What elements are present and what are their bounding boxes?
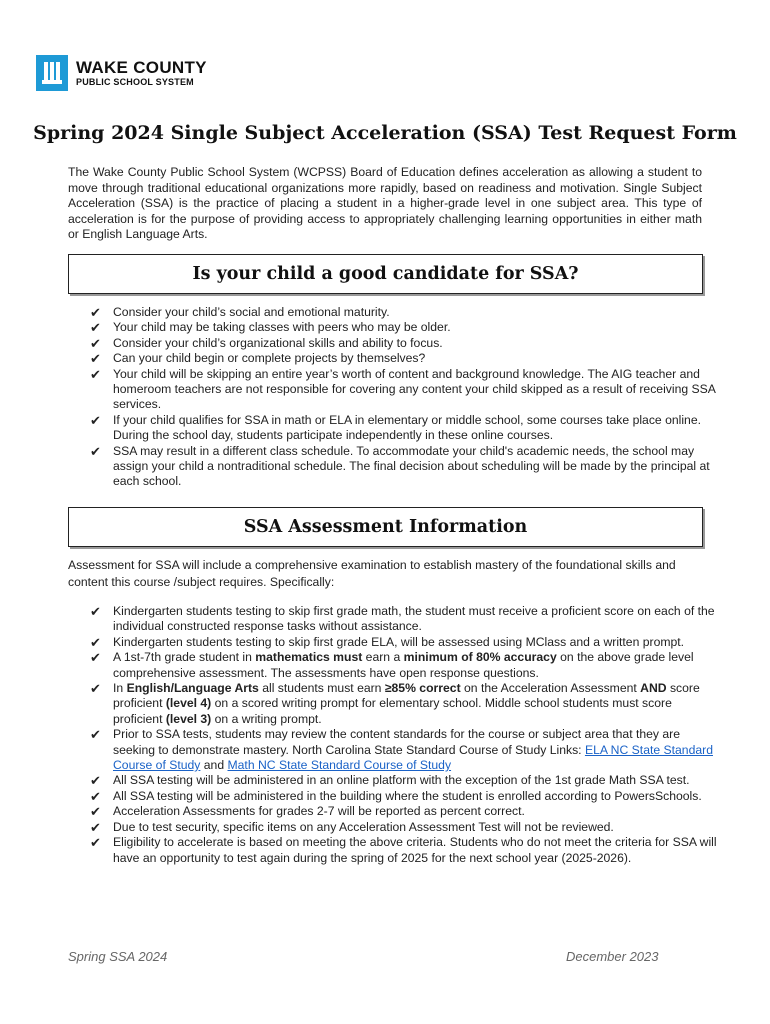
logo-mark-icon — [36, 55, 68, 91]
assessment-heading: SSA Assessment Information — [243, 517, 528, 537]
checkmark-icon: ✔ — [90, 681, 101, 697]
checkmark-icon: ✔ — [90, 773, 101, 789]
footer-right: December 2023 — [566, 949, 659, 964]
list-item: ✔ Eligibility to accelerate is based on meeting the above criteria. Students who do not meet the criteria for SSA will have an opportunity to test again during the spring of 2025 for the next school year (2025-2026). — [90, 835, 717, 865]
list-item: ✔ Your child will be skipping an entire year’s worth of content and background knowledge. The AIG teacher and homeroom teachers are not responsible for covering any content your child skipped as a result of receiving SSA services. — [90, 366, 716, 412]
checkmark-icon: ✔ — [90, 788, 101, 804]
list-item: ✔ Due to test security, specific items on any Acceleration Assessment Test will not be reviewed. — [90, 819, 614, 835]
assessment-checklist — [90, 604, 720, 866]
checkmark-icon: ✔ — [90, 650, 101, 666]
wcpss-logo — [36, 55, 207, 91]
checkmark-icon: ✔ — [90, 835, 101, 851]
candidate-heading-box — [68, 254, 703, 294]
list-item: ✔ Kindergarten students testing to skip first grade math, the student must receive a proficient score on each of the individual constructed response tasks without assistance. — [90, 604, 715, 634]
footer-left: Spring SSA 2024 — [68, 949, 168, 964]
checkmark-icon: ✔ — [90, 727, 101, 743]
candidate-heading: Is your child a good candidate for SSA? — [192, 264, 579, 284]
candidate-checklist — [90, 305, 720, 490]
ela-standards-link[interactable]: ELA NC State Standard Course of Study — [113, 742, 713, 773]
checkmark-icon: ✔ — [90, 320, 101, 336]
checkmark-icon: ✔ — [90, 366, 101, 382]
list-item: ✔ Consider your child’s organizational skills and ability to focus. — [90, 335, 443, 351]
checkmark-icon: ✔ — [90, 305, 101, 320]
page-title: Spring 2024 Single Subject Acceleration (SSA) Test Request Form — [33, 122, 737, 144]
intro-paragraph: The Wake County Public School System (WCPSS) Board of Education defines acceleration as allowing a student to move through traditional educational organizations more rapidly, based on readiness and motivation. Single Subject Acceleration (SSA) is the practice of placing a student in a higher-grade level in one subject area. This type of acceleration is for the purpose of providing access to appropriately challenging learning opportunities in either math or English Language Arts. — [68, 165, 702, 242]
logo-line-2: PUBLIC SCHOOL SYSTEM — [76, 77, 194, 87]
list-item: ✔ Kindergarten students testing to skip first grade ELA, will be assessed using MClass and a written prompt. — [90, 634, 685, 650]
list-item: ✔ Your child may be taking classes with peers who may be older. — [90, 320, 451, 336]
list-item: ✔ Consider your child’s social and emotional maturity. — [90, 305, 390, 320]
logo-line-1: WAKE COUNTY — [76, 58, 207, 77]
checkmark-icon: ✔ — [90, 604, 101, 619]
checkmark-icon: ✔ — [90, 634, 101, 650]
list-item: ✔ If your child qualifies for SSA in math or ELA in elementary or middle school, some courses take place online. During the school day, students participate independently in these online courses. — [90, 412, 702, 443]
assessment-heading-box — [68, 507, 703, 547]
list-item: ✔ Acceleration Assessments for grades 2-7 will be reported as percent correct. — [90, 804, 525, 820]
list-item: ✔ Prior to SSA tests, students may review the content standards for the course or subject area that they are seeking to demonstrate mastery. North Carolina State Standard Course of Study Links: ELA NC State Standard Course of Study and Math NC State Standard Course of Study — [90, 727, 713, 773]
checkmark-icon: ✔ — [90, 412, 101, 428]
checkmark-icon: ✔ — [90, 819, 101, 835]
list-item: ✔ A 1st-7th grade student in mathematics must earn a minimum of 80% accuracy on the above grade level comprehensive assessment. The assessments have open response questions. — [90, 650, 694, 680]
list-item: ✔ All SSA testing will be administered in the building where the student is enrolled according to PowersSchools. — [90, 788, 702, 804]
checkmark-icon: ✔ — [90, 335, 101, 351]
math-standards-link[interactable]: Math NC State Standard Course of Study — [227, 758, 452, 773]
list-item: ✔ In English/Language Arts all students must earn ≥85% correct on the Acceleration Assessment AND score proficient (level 4) on a scored writing prompt for elementary school. Middle school students must score proficient (level 3) on a writing prompt. — [90, 681, 700, 726]
assessment-intro: Assessment for SSA will include a comprehensive examination to establish mastery of the foundational skills and content this course /subject requires. Specifically: — [68, 558, 676, 589]
list-item: ✔ SSA may result in a different class schedule. To accommodate your child's academic needs, the school may assign your child a nontraditional schedule. The final decision about scheduling will be made by the principal at each school. — [90, 443, 710, 489]
checkmark-icon: ✔ — [90, 351, 101, 367]
checkmark-icon: ✔ — [90, 443, 101, 459]
checkmark-icon: ✔ — [90, 804, 101, 820]
list-item: ✔ Can your child begin or complete projects by themselves? — [90, 351, 426, 367]
list-item: ✔ All SSA testing will be administered in an online platform with the exception of the 1st grade Math SSA test. — [90, 773, 690, 789]
